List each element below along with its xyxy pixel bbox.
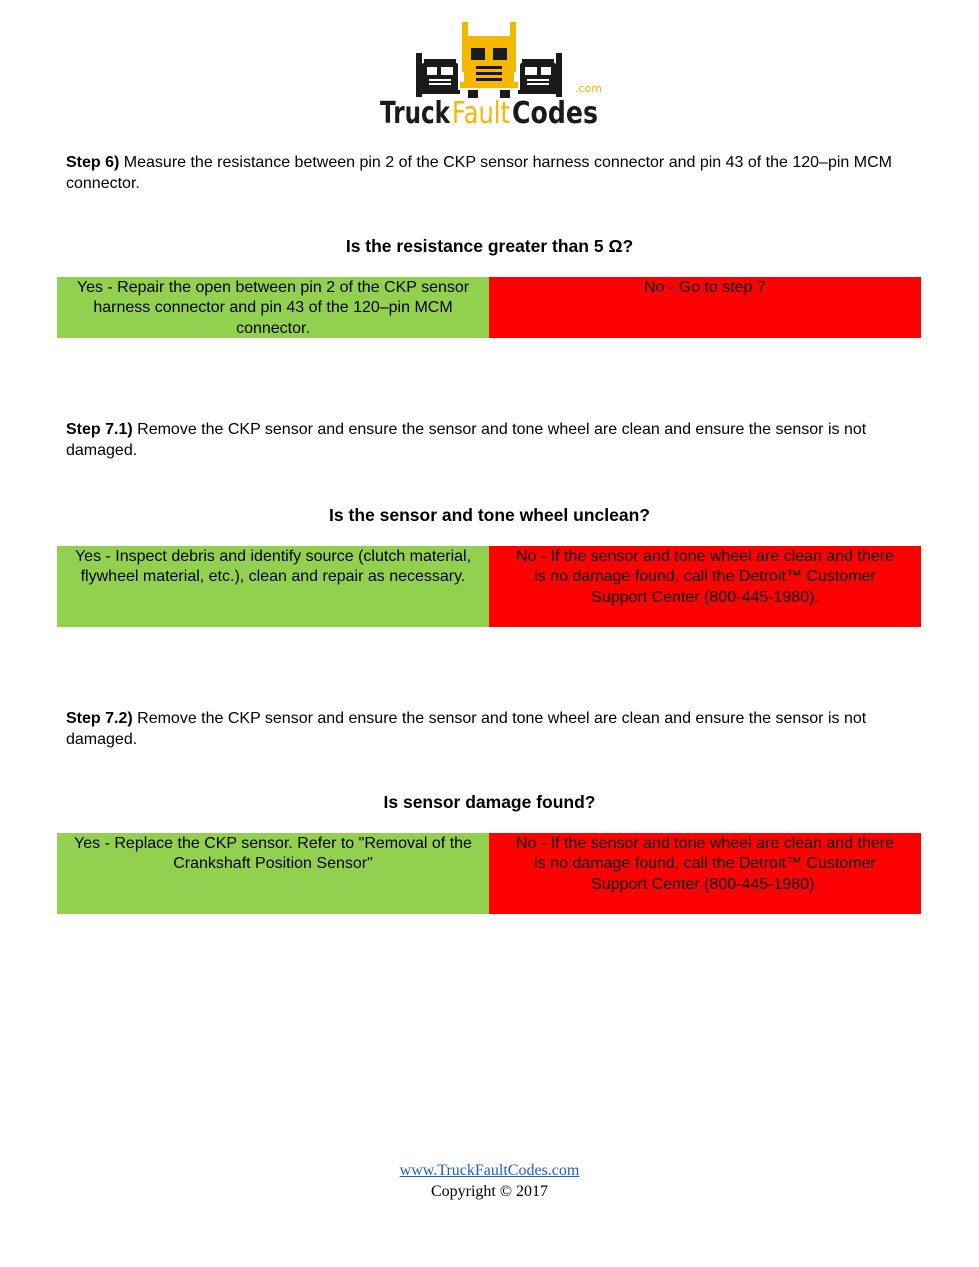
step-label: Step 7.2) <box>66 710 133 727</box>
step-text: Remove the CKP sensor and ensure the sensor and tone wheel are clean and ensure the sensor is not damaged. <box>66 421 867 459</box>
step-6-answers <box>57 277 921 338</box>
step-7-2-question: Is sensor damage found? <box>383 792 596 812</box>
svg-text:Fault: Fault <box>452 96 511 131</box>
footer <box>0 1160 979 1202</box>
website-link[interactable]: www.TruckFaultCodes.com <box>399 1162 580 1179</box>
step-7-2-answers <box>57 833 921 914</box>
svg-text:Truck: Truck <box>380 96 451 131</box>
step-label: Step 7.1) <box>66 421 133 438</box>
step-text: Remove the CKP sensor and ensure the sensor and tone wheel are clean and ensure the sensor is not damaged. <box>66 710 867 748</box>
step-6-question: Is the resistance greater than 5 Ω? <box>345 236 634 256</box>
no-answer: No - If the sensor and tone wheel are clean and there is no damage found, call the Detroit™ Customer Support Center (800-445-1980). <box>489 833 921 914</box>
step-6-instruction <box>66 153 916 194</box>
no-answer: No - If the sensor and tone wheel are clean and there is no damage found, call the Detroit™ Customer Support Center (800-445-1980). <box>489 546 921 627</box>
truckfaultcodes-logo <box>376 20 602 130</box>
yes-answer: Yes - Replace the CKP sensor. Refer to "Removal of the Crankshaft Position Sensor" <box>57 833 489 914</box>
step-text: Measure the resistance between pin 2 of the CKP sensor harness connector and pin 43 of the 120–pin MCM connector. <box>66 154 892 192</box>
truck-logo-icon <box>376 20 602 130</box>
no-answer: No - Go to step 7 <box>489 277 921 338</box>
step-7-1-answers <box>57 546 921 627</box>
copyright-text: Copyright © 2017 <box>430 1183 549 1200</box>
step-7-2-instruction <box>66 709 916 750</box>
step-label: Step 6) <box>66 154 120 171</box>
step-7-1-instruction <box>66 420 916 461</box>
yes-answer: Yes - Repair the open between pin 2 of the CKP sensor harness connector and pin 43 of the 120–pin MCM connector. <box>57 277 489 338</box>
step-7-1-question: Is the sensor and tone wheel unclean? <box>329 505 650 525</box>
svg-text:.com: .com <box>575 82 602 95</box>
yes-answer: Yes - Inspect debris and identify source (clutch material, flywheel material, etc.), clean and repair as necessary. <box>57 546 489 627</box>
svg-text:Codes: Codes <box>512 96 598 131</box>
